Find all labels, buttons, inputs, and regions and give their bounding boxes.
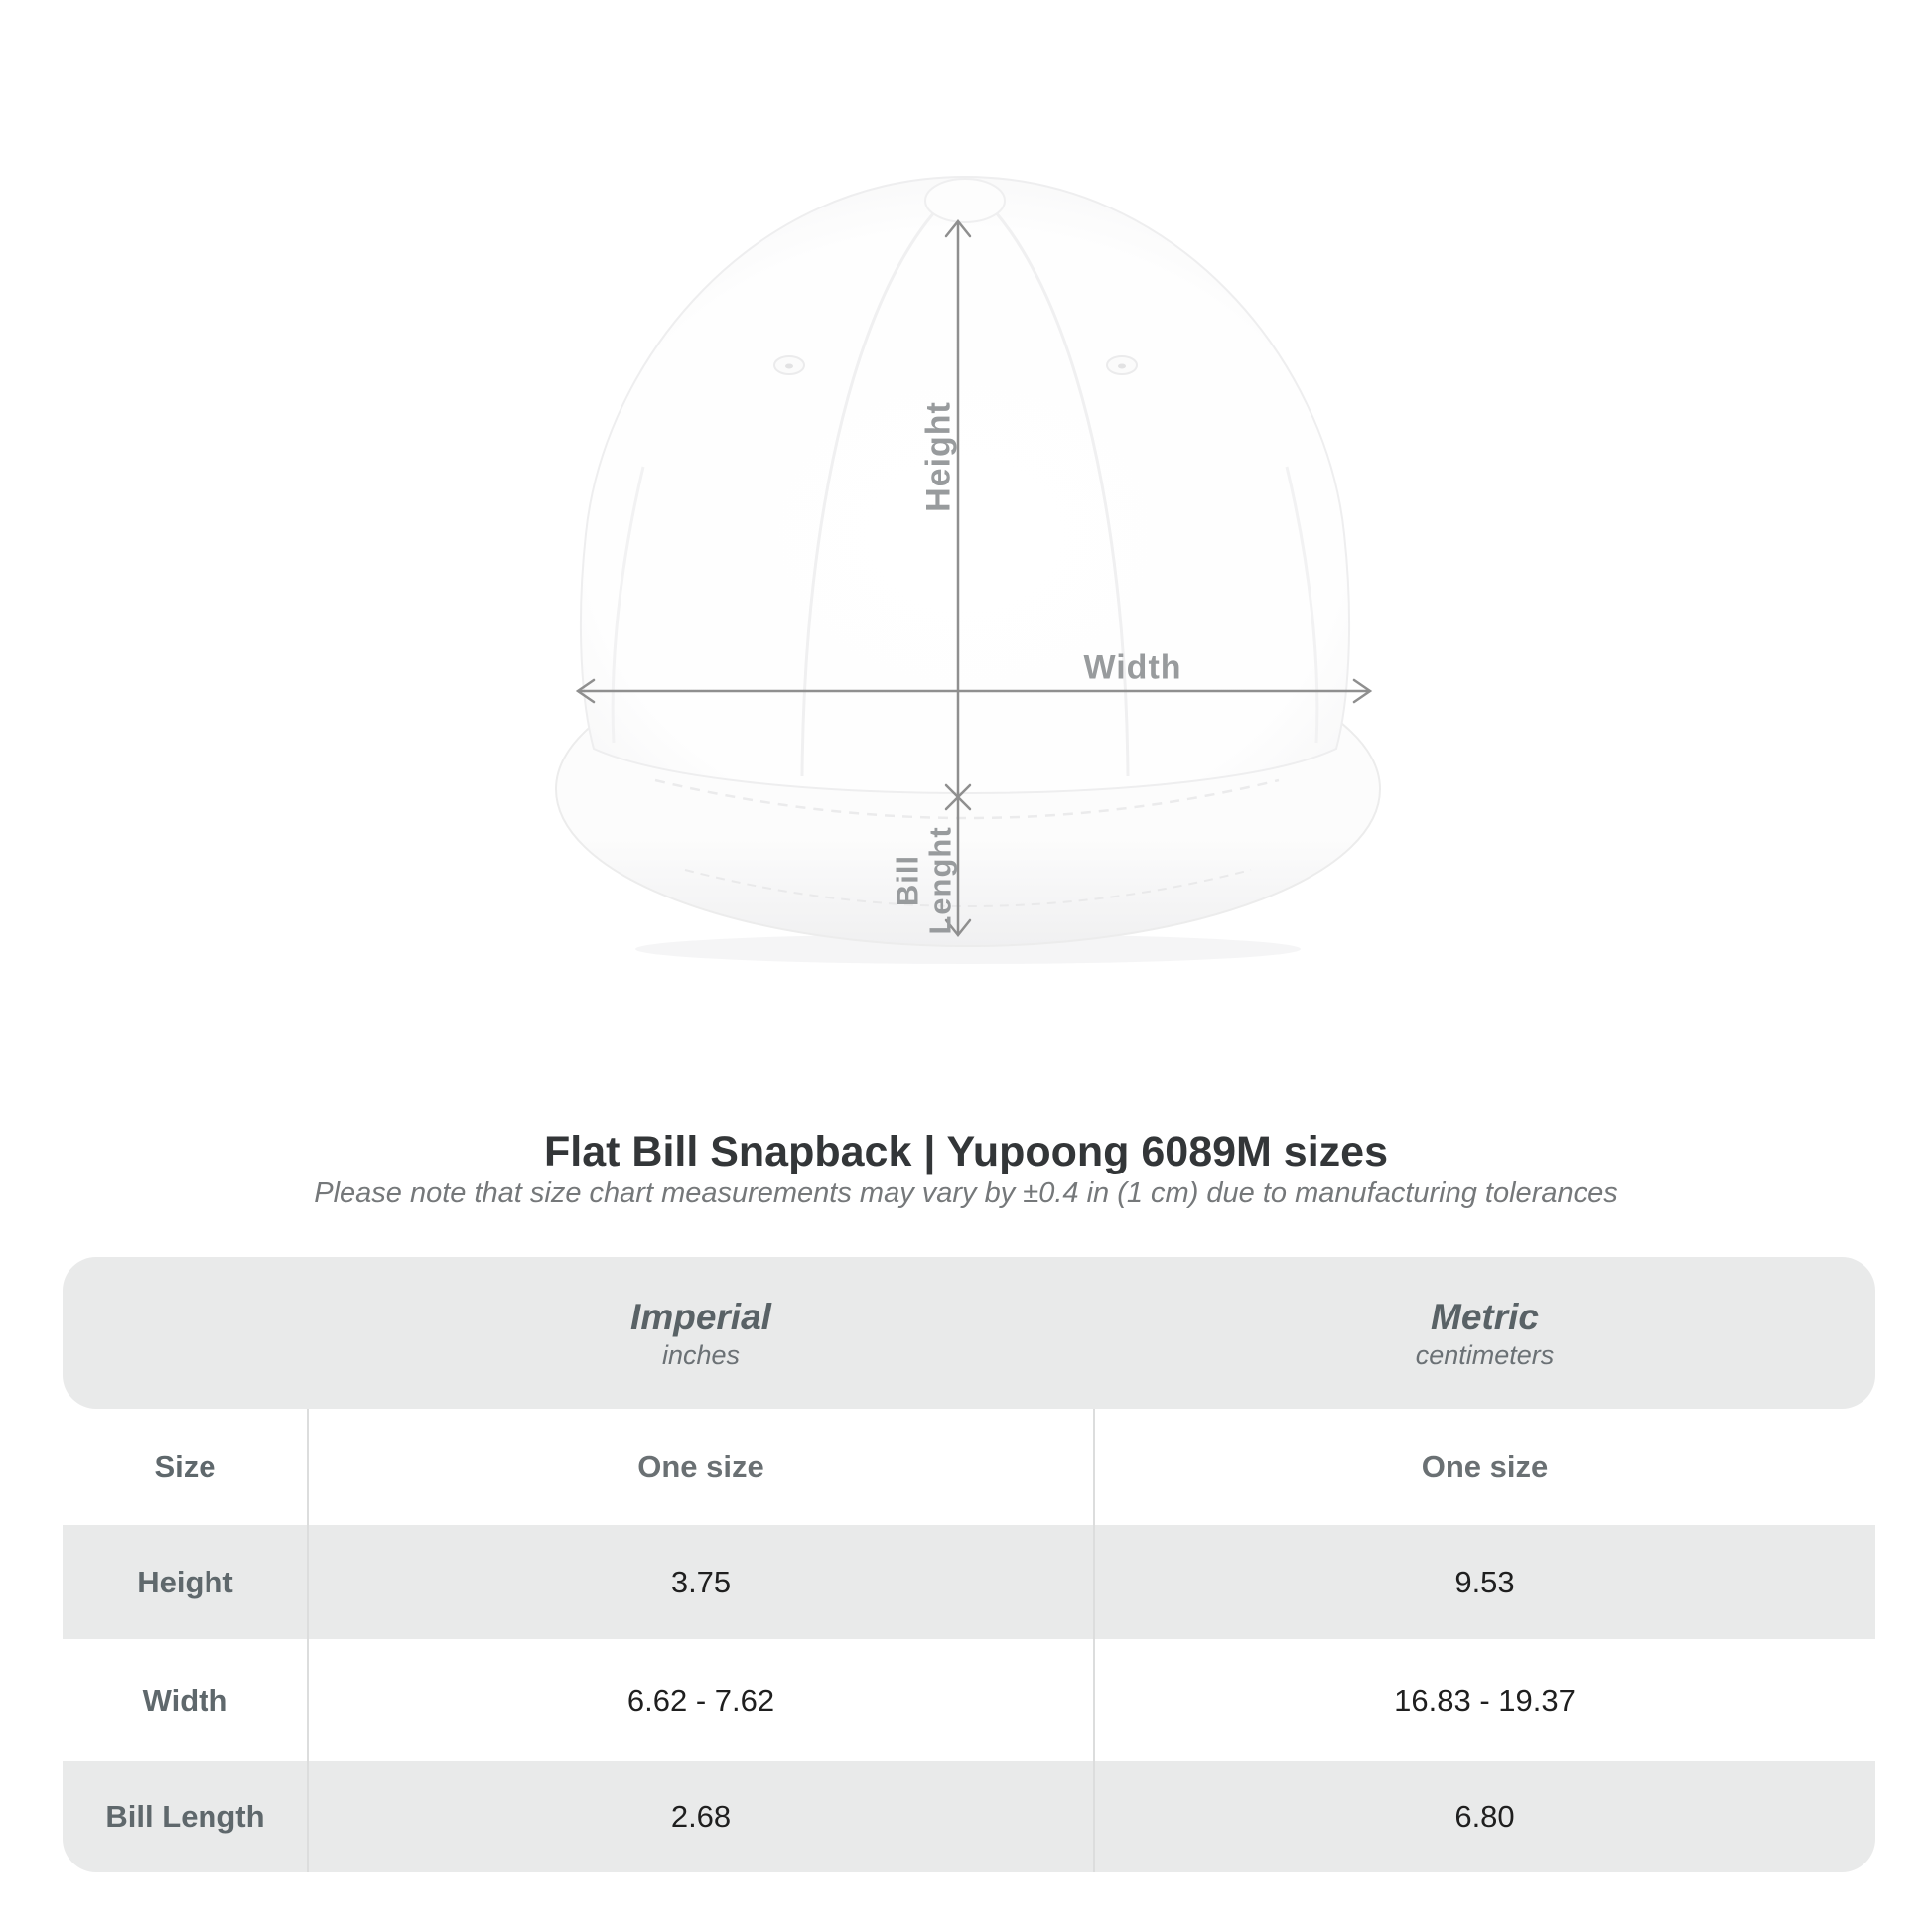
row-label: Width	[142, 1682, 228, 1718]
bill-length-label-line1: Bill	[890, 854, 925, 907]
table-row-size	[63, 1409, 1875, 1525]
metric-column-title: Metric	[1431, 1297, 1539, 1337]
imperial-column-unit: inches	[661, 1340, 741, 1370]
bill-length-label-line2: Lenght	[923, 826, 958, 935]
column-divider	[1093, 1409, 1095, 1872]
table-row-width	[63, 1639, 1875, 1761]
page-title: Flat Bill Snapback | Yupoong 6089M sizes	[544, 1128, 1388, 1175]
column-divider	[307, 1409, 309, 1872]
width-measure-label: Width	[1083, 648, 1182, 687]
metric-column-header	[1094, 1295, 1875, 1372]
size-table	[63, 1257, 1875, 1872]
height-measure-label: Height	[919, 401, 958, 512]
imperial-value: 6.62 - 7.62	[626, 1682, 775, 1718]
metric-value: 16.83 - 19.37	[1394, 1682, 1576, 1718]
row-label: Height	[137, 1564, 233, 1599]
imperial-value: 3.75	[670, 1564, 732, 1599]
page-subtitle: Please note that size chart measurements may vary by ±0.4 in (1 cm) due to manufacturing tolerances	[314, 1177, 1618, 1209]
table-row-bill-length	[63, 1761, 1875, 1872]
row-label: Bill Length	[105, 1799, 265, 1834]
imperial-value: One size	[637, 1449, 764, 1484]
metric-value: 9.53	[1454, 1564, 1515, 1599]
measurement-arrows-overlay	[516, 149, 1420, 973]
row-label: Size	[154, 1449, 216, 1484]
snapback-hat-figure	[516, 149, 1420, 973]
metric-column-unit: centimeters	[1415, 1340, 1555, 1370]
imperial-column-header	[308, 1295, 1094, 1372]
table-row-height	[63, 1525, 1875, 1639]
imperial-column-title: Imperial	[630, 1297, 771, 1337]
imperial-value: 2.68	[670, 1799, 732, 1834]
bill-length-measure-label	[892, 826, 958, 934]
metric-value: 6.80	[1454, 1799, 1515, 1834]
metric-value: One size	[1421, 1449, 1549, 1484]
size-table-header	[63, 1257, 1875, 1409]
size-table-body	[63, 1409, 1875, 1872]
